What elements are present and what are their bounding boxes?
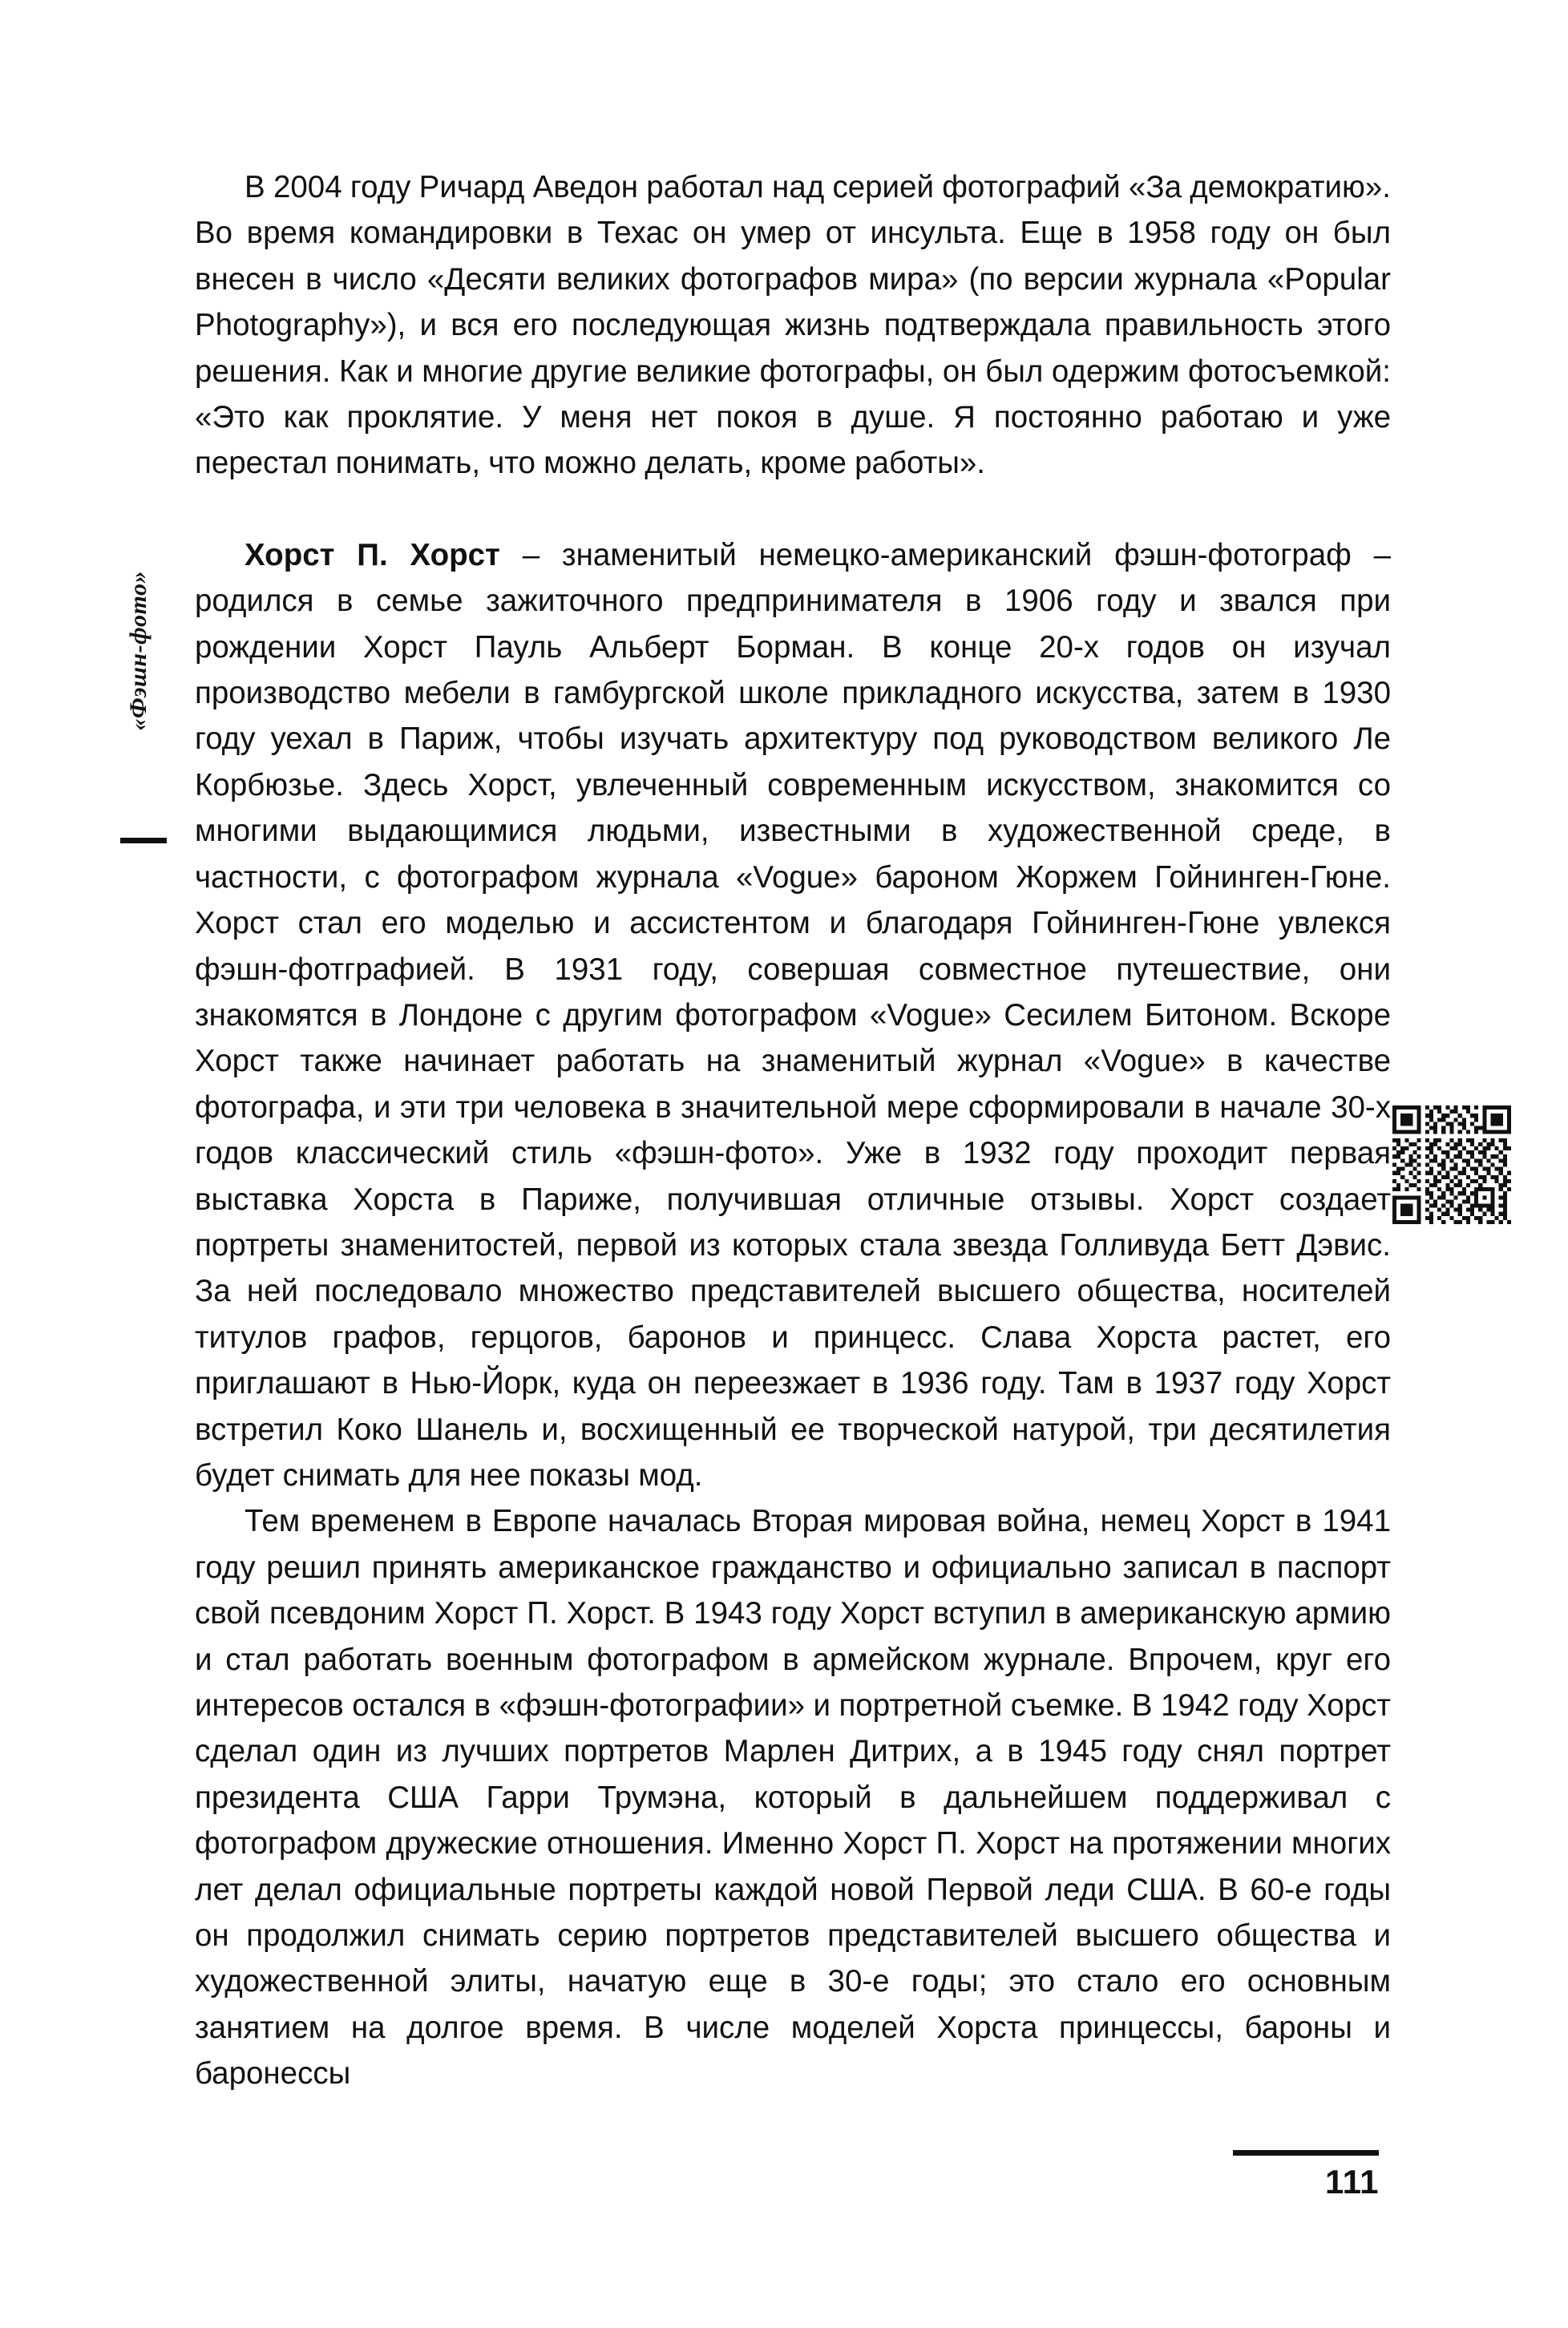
qr-code-icon	[1392, 1105, 1511, 1224]
running-head-rule	[120, 838, 167, 843]
paragraph-1	[195, 164, 1391, 487]
footer-rule	[1233, 2150, 1379, 2156]
paragraph-1-text: В 2004 году Ричард Аведон работал над серией фотографий «За демократию». Во время командировки в Техас он умер от инсульта. Еще в 1958 году он был внесен в число «Десяти великих фотографов мира» (по версии журнала «Popular Photography»), и вся его последующая жизнь подтверждала правильность этого решения. Как и многие другие великие фотографы, он был одержим фотосъемкой: «Это как проклятие. У меня нет покоя в душе. Я постоянно работаю и уже перестал понимать, что можно делать, кроме работы».	[195, 170, 1391, 481]
paragraph-3	[195, 1498, 1391, 2096]
paragraph-2-lead: Хорст П. Хорст	[244, 537, 500, 572]
paragraph-2-text: – знаменитый немецко-американский фэшн-фотограф – родился в семье зажиточного предпринимателя в 1906 году и звался при рождении Хорст Пауль Альберт Борман. В конце 20-х годов он изучал производство мебели в гамбургской школе прикладного искусства, затем в 1930 году уехал в Париж, чтобы изучать архитектуру под руководством великого Ле Корбюзье. Здесь Хорст, увлеченный современным искусством, знакомится со многими выдающимися людьми, известными в художественной среде, в частности, с фотографом журнала «Vogue» бароном Жоржем Гойнинген-Гюне. Хорст стал его моделью и ассистентом и благодаря Гойнинген-Гюне увлекся фэшн-фотграфией. В 1931 году, совершая совместное путешествие, они знакомятся в Лондоне с другим фотографом «Vogue» Сесилем Битоном. Вскоре Хорст также начинает работать на знаменитый журнал «Vogue» в качестве фотографа, и эти три человека в значительной мере сформировали в начале 30-х годов классический стиль «фэшн-фото». Уже в 1932 году проходит первая выставка Хорста в Париже, получившая отличные отзывы. Хорст создает портреты знаменитостей, первой из которых стала звезда Голливуда Бетт Дэвис. За ней последовало множество представителей высшего общества, носителей титулов графов, герцогов, баронов и принцесс. Слава Хорста растет, его приглашают в Нью-Йорк, куда он переезжает в 1936 году. Там в 1937 году Хорст встретил Коко Шанель и, восхищенный ее творческой натурой, три десятилетия будет снимать для нее показы мод.	[195, 537, 1391, 1493]
paragraph-2	[195, 532, 1391, 1499]
paragraph-3-text: Тем временем в Европе началась Вторая мировая война, немец Хорст в 1941 году решил принять американское гражданство и официально записал в паспорт свой псевдоним Хорст П. Хорст. В 1943 году Хорст вступил в американскую армию и стал работать военным фотографом в армейском журнале. Впрочем, круг его интересов остался в «фэшн-фотографии» и портретной съемке. В 1942 году Хорст сделал один из лучших портретов Марлен Дитрих, а в 1945 году снял портрет президента США Гарри Трумэна, который в дальнейшем поддерживал с фотографом дружеские отношения. Именно Хорст П. Хорст на протяжении многих лет делал официальные портреты каждой новой Первой леди США. В 60-е годы он продолжил снимать серию портретов представителей высшего общества и художественной элиты, начатую еще в 30-е годы; это стало его основным занятием на долгое время. В числе моделей Хорста принцессы, бароны и баронессы	[195, 1504, 1391, 2092]
page-number: 111	[1325, 2163, 1379, 2201]
running-head-sidebar	[96, 561, 184, 866]
body-text-column	[195, 164, 1391, 2097]
running-head-label: «Фэшн-фото»	[125, 571, 152, 731]
